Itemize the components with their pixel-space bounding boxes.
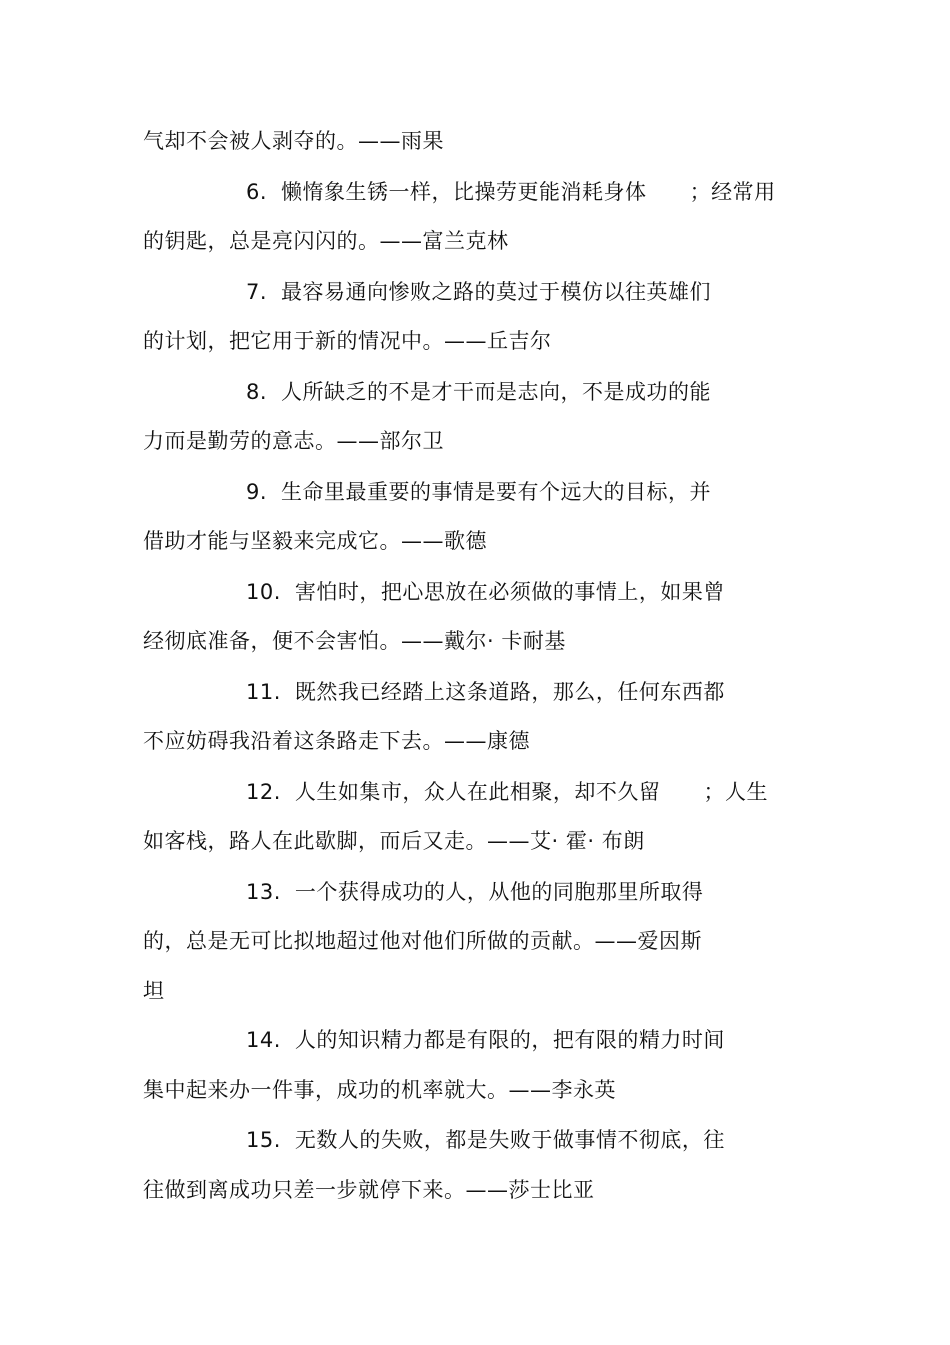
quote-number: 15. [246,1128,281,1152]
line-text: 一个获得成功的人，从他的同胞那里所取得 [294,880,704,904]
quote-line [143,1178,595,1202]
quote-line [246,780,768,804]
line-text: 如客栈，路人在此歇脚，而后又走。——艾· 霍· 布朗 [143,829,645,853]
quote-line [246,1028,725,1052]
quote-line [246,280,711,304]
line-text: 借助才能与坚毅来完成它。——歌德 [143,529,487,553]
line-text: 无数人的失败，都是失败于做事情不彻底，往 [294,1128,725,1152]
quote-line [246,880,703,904]
quote-line [143,929,702,953]
quote-line [246,1128,725,1152]
line-text: 人的知识精力都是有限的，把有限的精力时间 [294,1028,725,1052]
quote-line [143,229,509,253]
line-text: 往做到离成功只差一步就停下来。——莎士比亚 [143,1178,595,1202]
line-text: 的钥匙，总是亮闪闪的。——富兰克林 [143,229,509,253]
quote-number: 9. [246,480,268,504]
line-text: 坦 [143,979,165,1003]
line-text: 懒惰象生锈一样，比操劳更能消耗身体 ；经常用 [281,180,776,204]
quote-line [143,429,444,453]
line-text: 最容易通向惨败之路的莫过于模仿以往英雄们 [281,280,712,304]
quote-number: 14. [246,1028,281,1052]
quote-number: 11. [246,680,281,704]
quote-line [143,629,566,653]
line-text: 人所缺乏的不是才干而是志向，不是成功的能 [281,380,712,404]
line-text: 人生如集市，众人在此相聚，却不久留 ；人生 [294,780,768,804]
quote-line [246,180,776,204]
line-text: 害怕时，把心思放在必须做的事情上，如果曾 [294,580,725,604]
line-text: 不应妨碍我沿着这条路走下去。——康德 [143,729,530,753]
quote-line [143,129,444,153]
line-text: 集中起来办一件事，成功的机率就大。——李永英 [143,1078,616,1102]
quote-number: 10. [246,580,281,604]
quote-number: 13. [246,880,281,904]
quote-line [246,480,711,504]
quote-line [143,979,165,1003]
line-text: 气却不会被人剥夺的。——雨果 [143,129,444,153]
quote-line [246,680,725,704]
line-text: 的，总是无可比拟地超过他对他们所做的贡献。——爱因斯 [143,929,702,953]
line-text: 经彻底准备，便不会害怕。——戴尔· 卡耐基 [143,629,566,653]
line-text: 既然我已经踏上这条道路，那么，任何东西都 [294,680,725,704]
quote-line [246,580,725,604]
line-text: 力而是勤劳的意志。——部尔卫 [143,429,444,453]
quote-number: 6. [246,180,268,204]
quote-line [143,729,530,753]
quote-line [143,829,645,853]
quote-number: 8. [246,380,268,404]
quote-line [143,1078,616,1102]
line-text: 生命里最重要的事情是要有个远大的目标，并 [281,480,712,504]
quote-line [246,380,711,404]
quote-line [143,529,487,553]
quote-number: 12. [246,780,281,804]
quote-line [143,329,552,353]
line-text: 的计划，把它用于新的情况中。——丘吉尔 [143,329,552,353]
quote-number: 7. [246,280,268,304]
